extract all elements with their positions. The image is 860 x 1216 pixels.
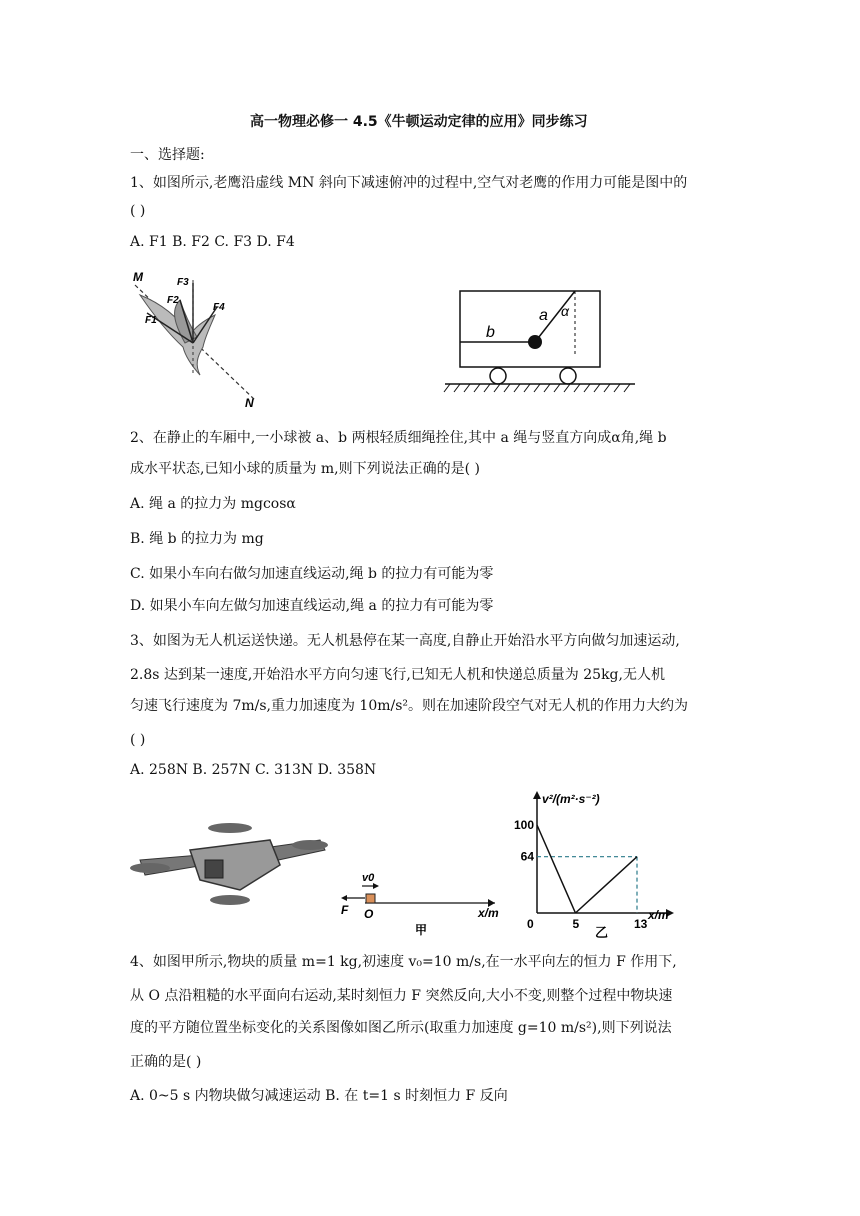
chart-x-label: x/m <box>648 908 669 922</box>
wheel-left <box>490 368 506 384</box>
chart-y-arrowhead <box>533 791 541 799</box>
block-figure-jia <box>335 868 500 938</box>
q1-stem-line1: 1、如图所示,老鹰沿虚线 MN 斜向下减速俯冲的过程中,空气对老鹰的作用力可能是图中的 <box>130 175 688 191</box>
label-b: b <box>486 324 495 341</box>
chart-x-tick: 0 <box>527 917 534 931</box>
label-f3: F3 <box>177 277 189 288</box>
q2-stem-line2: 成水平状态,已知小球的质量为 m,则下列说法正确的是( ) <box>130 461 480 477</box>
prop-front <box>208 823 252 833</box>
wheel-right <box>560 368 576 384</box>
caption-jia: 甲 <box>415 923 428 937</box>
prop-right <box>292 840 328 850</box>
q4-stem-line4: 正确的是( ) <box>130 1054 202 1070</box>
q2-option-b: B. 绳 b 的拉力为 mg <box>130 531 264 547</box>
ground-hatching <box>444 384 630 392</box>
q3-options: A. 258N B. 257N C. 313N D. 358N <box>130 762 377 778</box>
chart-x-tick: 13 <box>634 917 648 931</box>
drone-body <box>190 840 280 890</box>
q4-stem-line3: 度的平方随位置坐标变化的关系图像如图乙所示(取重力加速度 g=10 m/s²),则下列说法 <box>130 1020 672 1036</box>
q2-stem-line1: 2、在静止的车厢中,一小球被 a、b 两根轻质细绳拴住,其中 a 绳与竖直方向成α角,绳 b <box>130 430 667 446</box>
label-f: F <box>341 903 349 917</box>
drone-figure <box>130 820 330 910</box>
v2-x-chart <box>500 785 680 940</box>
label-o: O <box>364 907 374 921</box>
chart-segment-1 <box>575 857 637 913</box>
q3-stem-line2: 2.8s 达到某一速度,开始沿水平方向匀速飞行,已知无人机和快递总质量为 25kg,无人机 <box>130 667 665 683</box>
cart-figure <box>440 285 645 400</box>
q2-option-d: D. 如果小车向左做匀加速直线运动,绳 a 的拉力有可能为零 <box>130 598 494 614</box>
section-heading: 一、选择题: <box>130 147 205 163</box>
prop-left <box>130 863 170 873</box>
q4-stem-line1: 4、如图甲所示,物块的质量 m=1 kg,初速度 v₀=10 m/s,在一水平向左的恒力 F 作用下, <box>130 954 677 970</box>
eagle-figure <box>125 265 265 415</box>
chart-y-tick: 64 <box>520 849 534 864</box>
label-xm-jia: x/m <box>478 906 499 920</box>
label-n: N <box>245 396 254 410</box>
chart-y-tick: 100 <box>513 818 534 832</box>
chart-x-tick: 5 <box>572 917 580 931</box>
chart-caption: 乙 <box>595 925 609 940</box>
label-v0: v0 <box>362 872 375 884</box>
label-f2: F2 <box>167 295 179 306</box>
force-arrowhead <box>341 895 347 901</box>
q3-stem-line4: ( ) <box>130 732 146 748</box>
prop-rear <box>210 895 250 905</box>
label-m: M <box>133 270 143 284</box>
q1-stem-line2: ( ) <box>130 203 146 219</box>
label-f4: F4 <box>213 302 225 313</box>
q4-options: A. 0~5 s 内物块做匀减速运动 B. 在 t=1 s 时刻恒力 F 反向 <box>130 1088 508 1104</box>
block <box>366 894 375 903</box>
q2-option-c: C. 如果小车向右做匀加速直线运动,绳 b 的拉力有可能为零 <box>130 566 494 582</box>
q4-stem-line2: 从 O 点沿粗糙的水平面向右运动,某时刻恒力 F 突然反向,大小不变,则整个过程中物块速 <box>130 988 673 1004</box>
q3-stem-line1: 3、如图为无人机运送快递。无人机悬停在某一高度,自静止开始沿水平方向做匀加速运动, <box>130 633 680 649</box>
q2-option-a: A. 绳 a 的拉力为 mgcosα <box>130 496 296 512</box>
label-alpha: α <box>561 303 569 319</box>
q3-stem-line3: 匀速飞行速度为 7m/s,重力加速度为 10m/s²。则在加速阶段空气对无人机的作用力大约为 <box>130 698 689 714</box>
label-f1: F1 <box>145 315 157 326</box>
drone-camera <box>205 860 223 878</box>
page-title: 高一物理必修一 4.5《牛顿运动定律的应用》同步练习 <box>250 114 588 130</box>
q1-options: A. F1 B. F2 C. F3 D. F4 <box>130 234 295 250</box>
label-a: a <box>539 307 548 324</box>
cart-body <box>460 291 600 367</box>
chart-y-label: v²/(m²·s⁻²) <box>542 792 600 806</box>
chart-segment-0 <box>537 825 575 913</box>
ball <box>528 335 542 349</box>
